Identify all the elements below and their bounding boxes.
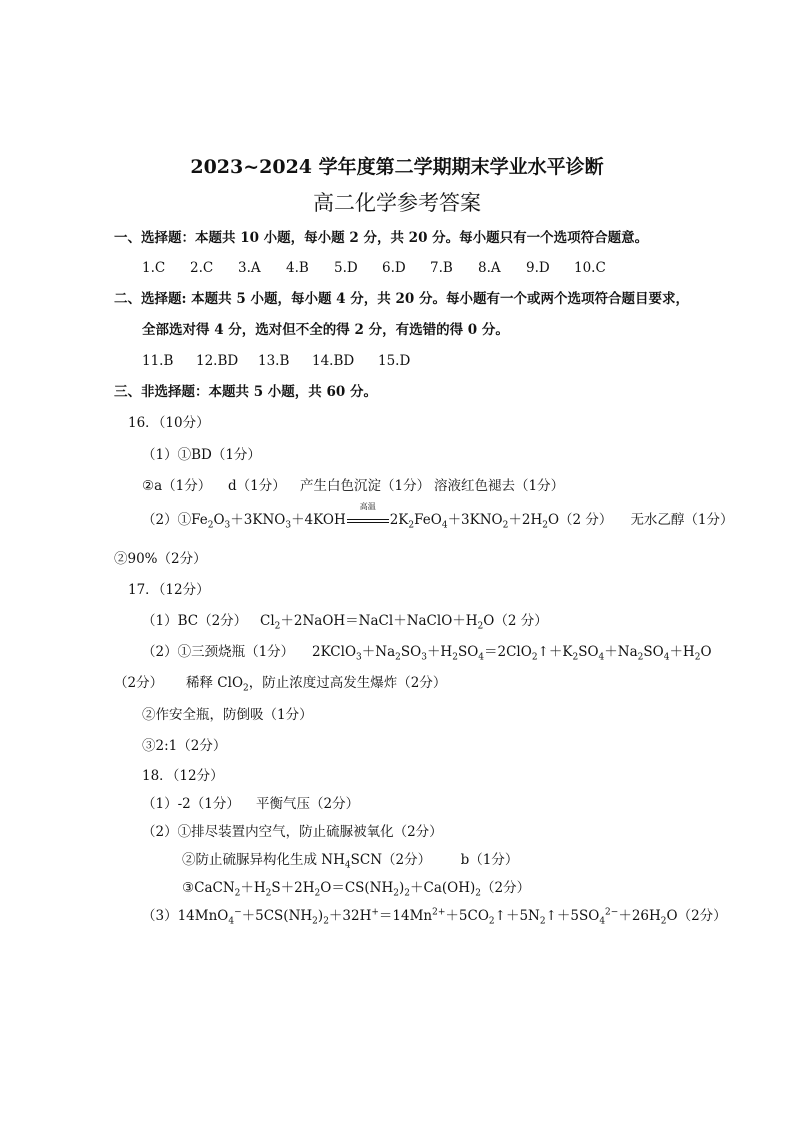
answer-part: SCN（2分） bbox=[350, 852, 432, 868]
answer-part: ，防止浓度过高发生爆炸（2分） bbox=[248, 675, 447, 691]
q17-line5: ③2:1（2分） bbox=[142, 738, 227, 754]
section2-heading: 二、选择题: 本题共 5 小题，每小题 4 分，共 20 分。每小题有一个或两个选项符合题目要求， bbox=[114, 291, 689, 307]
section2-heading-cont: 全部选对得 4 分，选对但不全的得 2 分，有选错的得 0 分。 bbox=[142, 322, 509, 338]
answer-part: 无水乙醇（1分） bbox=[630, 512, 734, 528]
q17-heading: 17．（12分） bbox=[128, 582, 210, 598]
answer-part: 稀释 ClO bbox=[186, 675, 244, 691]
answer-item: 9.D bbox=[526, 260, 550, 276]
q17-line2: （2）①三颈烧瓶（1分） $2KClO_3+Na_2SO_3+H_2SO_4=2ClO_2↑+K_2SO_4+Na_2SO_4+H_2O$ bbox=[142, 644, 712, 663]
section1-heading: 一、选择题：本题共 10 小题，每小题 2 分，共 20 分。每小题只有一个选项符合题意。 bbox=[114, 230, 649, 246]
score: （2 分） bbox=[494, 613, 548, 629]
answer-item: 3.A bbox=[238, 260, 261, 276]
section1-answers bbox=[142, 259, 622, 277]
answer-item: 1.C bbox=[142, 260, 166, 276]
answer-part: d（1分） bbox=[228, 478, 286, 494]
answer-item: 10.C bbox=[574, 260, 606, 276]
answer-item: 6.D bbox=[382, 260, 406, 276]
score: （2分） bbox=[481, 880, 531, 896]
answer-item: 4.B bbox=[286, 260, 309, 276]
q16-line4: ②90%（2分） bbox=[114, 551, 207, 567]
q17-line4: ②作安全瓶，防倒吸（1分） bbox=[142, 707, 313, 723]
answer-part: ③ bbox=[182, 880, 195, 896]
section2-answers bbox=[142, 352, 432, 370]
answer-item: 11.B bbox=[142, 353, 174, 369]
q18-heading: 18．（12分） bbox=[142, 768, 224, 784]
answer-part: 平衡气压（2分） bbox=[256, 796, 360, 812]
page-subtitle: 高二化学参考答案 bbox=[313, 191, 481, 215]
answer-part: （1）-2（1分） bbox=[142, 796, 240, 812]
answer-item: 12.BD bbox=[196, 353, 239, 369]
q16-heading: 16．（10分） bbox=[128, 415, 210, 431]
answer-part: ②防止硫脲异构化生成 NH bbox=[182, 852, 345, 868]
answer-item: 8.A bbox=[478, 260, 501, 276]
answer-part: 溶液红色褪去（1分） bbox=[434, 478, 565, 494]
answer-part: （2）①三颈烧瓶（1分） bbox=[142, 644, 295, 660]
answer-item: 5.D bbox=[334, 260, 358, 276]
q17-line1: （1）BC（2分） $Cl_2+2NaOH=NaCl+NaClO+H_2O(2$ 分） bbox=[142, 613, 548, 632]
q18-line1 bbox=[142, 795, 359, 813]
answer-item: 15.D bbox=[378, 353, 411, 369]
answer-part: （3） bbox=[142, 908, 178, 924]
answer-item: 7.B bbox=[430, 260, 453, 276]
score: （2分） bbox=[677, 908, 727, 924]
q16-line1: （1）①BD（1分） bbox=[142, 447, 261, 463]
answer-part: （1）BC（2分） bbox=[142, 613, 248, 629]
score: （2 分） bbox=[559, 512, 613, 528]
answer-part: （2）① bbox=[142, 512, 192, 528]
q18-line5: $(3)14MnO_4^-+5CS(NH_2)_2+32H^+=14Mn^{2+}+5CO_2↑+5N_2↑+5SO_4^{2-}+26H_2O(2$分） bbox=[142, 907, 727, 927]
page-title: 2023~2024 学年度第二学期期末学业水平诊断 bbox=[190, 156, 604, 178]
q18-line4: $③CaCN_2+H_2S+2H_2O=CS(NH_2)_2+Ca(OH)_2(2$分） bbox=[182, 880, 531, 899]
q17-line3: （2分） 稀释 ClO$_2$，防止浓度过高发生爆炸（2分） bbox=[114, 675, 447, 694]
answer-item: 13.B bbox=[258, 353, 290, 369]
answer-item: 2.C bbox=[190, 260, 214, 276]
reaction-condition: 高温 bbox=[346, 511, 390, 529]
q16-line2 bbox=[142, 477, 564, 495]
answer-part: ②a（1分） bbox=[142, 478, 212, 494]
q18-line2: （2）①排尽装置内空气，防止硫脲被氧化（2分） bbox=[142, 824, 443, 840]
answer-item: 14.BD bbox=[312, 353, 355, 369]
q16-line3: $(2)①Fe_2O_3+3KNO_3+4KOH$ 高温 $2K_2FeO_4+3KNO_2+2H_2O(2$ 分） 无水乙醇（1分） bbox=[142, 502, 734, 531]
answer-part: b（1分） bbox=[460, 852, 519, 868]
section3-heading: 三、非选择题：本题共 5 小题，共 60 分。 bbox=[114, 384, 377, 400]
score: （2分） bbox=[114, 675, 164, 691]
q18-line3: ②防止硫脲异构化生成 $NH_4SCN(2$分） b（1分） bbox=[182, 852, 519, 871]
answer-part: 产生白色沉淀（1分） bbox=[300, 478, 431, 494]
